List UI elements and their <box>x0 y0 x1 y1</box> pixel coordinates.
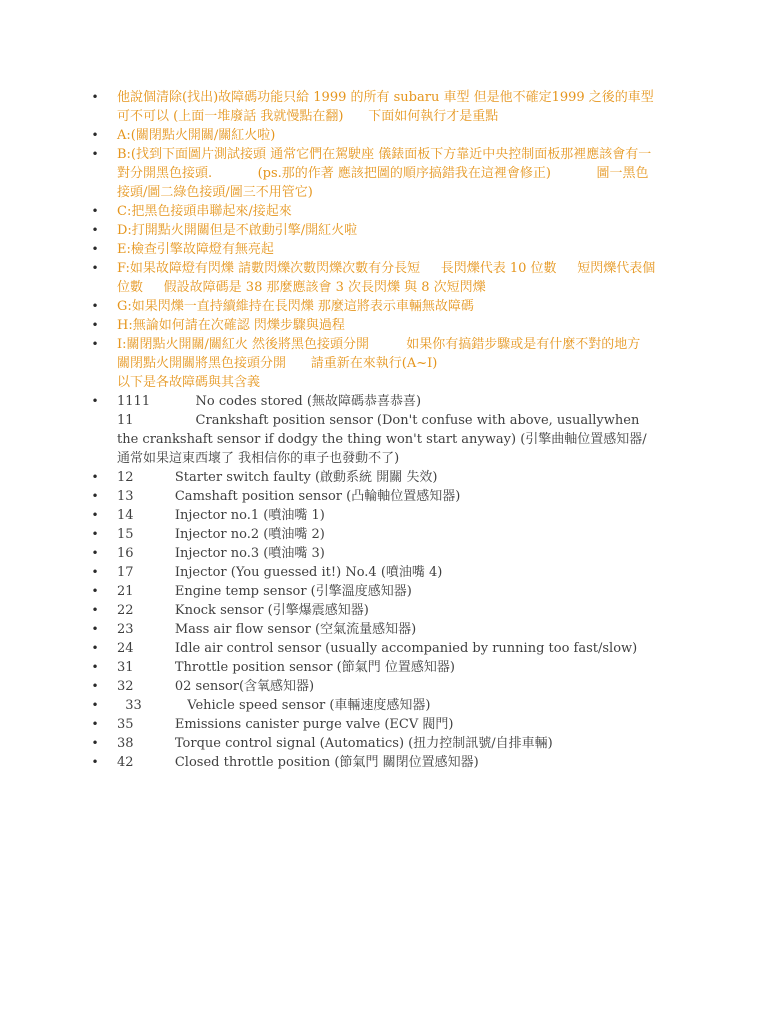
list-item <box>0 88 657 126</box>
list-item <box>0 468 657 487</box>
list-item-text: D:打開點火開關但是不啟動引擎/開紅火啦 <box>117 223 358 238</box>
list-item-text: H:無論如何請在次確認 閃爍步驟與過程 <box>117 318 345 333</box>
bullet-icon: • <box>91 584 99 598</box>
bullet-icon: • <box>91 394 99 408</box>
list-item-text: 23 Mass air flow sensor (空氣流量感知器) <box>117 622 417 637</box>
bullet-icon: • <box>91 660 99 674</box>
list-item <box>0 563 657 582</box>
list-item <box>0 240 657 259</box>
list-item <box>0 506 657 525</box>
list-item <box>0 620 657 639</box>
bullet-icon: • <box>91 318 99 332</box>
bullet-icon: • <box>91 679 99 693</box>
list-item-text: 31 Throttle position sensor (節氣門 位置感知器) <box>117 660 455 675</box>
bullet-icon: • <box>91 337 99 351</box>
bullet-icon: • <box>91 717 99 731</box>
list-item-text: G:如果閃爍一直持續維持在長閃爍 那麼這將表示車輛無故障碼 <box>117 299 474 314</box>
list-item <box>0 487 657 506</box>
document-list <box>0 88 768 772</box>
list-item-text: 22 Knock sensor (引擎爆震感知器) <box>117 603 369 618</box>
bullet-icon: • <box>91 755 99 769</box>
bullet-icon: • <box>91 508 99 522</box>
list-item-text: 35 Emissions canister purge valve (ECV 閥門) <box>117 717 454 732</box>
bullet-icon: • <box>91 299 99 313</box>
list-item-text: 以下是各故障碼與其含義 <box>117 375 261 390</box>
list-item <box>0 335 666 373</box>
list-item <box>0 259 657 297</box>
list-item <box>0 126 657 145</box>
bullet-icon: • <box>91 603 99 617</box>
list-item-text: 33 Vehicle speed sensor (車輛速度感知器) <box>117 698 431 713</box>
list-item-text: 42 Closed throttle position (節氣門 關閉位置感知器) <box>117 755 479 770</box>
list-item <box>0 392 657 468</box>
bullet-icon: • <box>91 223 99 237</box>
list-item <box>0 316 657 335</box>
list-item-text: 他說個清除(找出)故障碼功能只給 1999 的所有 subaru 車型 但是他不確定1999 之後的車型可不可以 (上面一堆廢話 我就慢點在翻) 下面如何執行才是重點 <box>117 90 654 124</box>
list-item-text: E:檢查引擎故障燈有無亮起 <box>117 242 274 257</box>
list-item <box>0 544 657 563</box>
list-item-text: 12 Starter switch faulty (啟動系統 開關 失效) <box>117 470 438 485</box>
list-item-plain <box>0 373 657 392</box>
list-item-text: 15 Injector no.2 (噴油嘴 2) <box>117 527 325 542</box>
list-item <box>0 297 657 316</box>
bullet-icon: • <box>91 147 99 161</box>
list-item <box>0 525 657 544</box>
list-item <box>0 202 657 221</box>
list-item <box>0 715 657 734</box>
list-item-text: 32 02 sensor(含氧感知器) <box>117 679 315 694</box>
bullet-icon: • <box>91 242 99 256</box>
list-item <box>0 639 657 658</box>
list-item <box>0 145 657 202</box>
list-item-text: 14 Injector no.1 (噴油嘴 1) <box>117 508 325 523</box>
list-item <box>0 582 657 601</box>
list-item-text: B:(找到下面圖片測試接頭 通常它們在駕駛座 儀錶面板下方靠近中央控制面板那裡應該會有一對分開黑色接頭. (ps.那的作著 應該把圖的順序搞錯我在這裡會修正) 圖一黑色接頭/圖二綠色接頭/圖三不用管它) <box>117 147 652 200</box>
list-item-text: 1111 No codes stored (無故障碼恭喜恭喜) 11 Crankshaft position sensor (Don't confuse with above, usuallywhen the crankshaft sensor if dodgy the thing won't start anyway) (引擎曲軸位置感知器/通常如果這東西壞了 我相信你的車子也發動不了) <box>117 394 647 466</box>
list-item-text: C:把黑色接頭串聯起來/接起來 <box>117 204 292 219</box>
list-item <box>0 658 657 677</box>
bullet-icon: • <box>91 565 99 579</box>
bullet-icon: • <box>91 546 99 560</box>
list-item <box>0 734 657 753</box>
bullet-icon: • <box>91 641 99 655</box>
list-item-text: 38 Torque control signal (Automatics) (扭力控制訊號/自排車輛) <box>117 736 553 751</box>
list-item-text: 16 Injector no.3 (噴油嘴 3) <box>117 546 325 561</box>
list-item <box>0 221 657 240</box>
list-item-text: F:如果故障燈有閃爍 請數閃爍次數閃爍次數有分長短 長閃爍代表 10 位數 短閃爍代表個位數 假設故障碼是 38 那麼應該會 3 次長閃爍 與 8 次短閃爍 <box>117 261 656 295</box>
bullet-icon: • <box>91 90 99 104</box>
list-item-text: 21 Engine temp sensor (引擎溫度感知器) <box>117 584 412 599</box>
bullet-icon: • <box>91 489 99 503</box>
list-item <box>0 753 657 772</box>
bullet-icon: • <box>91 736 99 750</box>
bullet-icon: • <box>91 261 99 275</box>
list-item <box>0 677 657 696</box>
bullet-icon: • <box>91 470 99 484</box>
list-item-text: 24 Idle air control sensor (usually accompanied by running too fast/slow) <box>117 641 638 656</box>
list-item-text: I:關閉點火開關/關紅火 然後將黑色接頭分開 如果你有搞錯步驟或是有什麼不對的地方 關閉點火開關將黑色接頭分開 請重新在來執行(A~I) <box>117 337 666 371</box>
list-item <box>0 601 657 620</box>
bullet-icon: • <box>91 622 99 636</box>
list-item-text: 13 Camshaft position sensor (凸輪軸位置感知器) <box>117 489 461 504</box>
list-item <box>0 696 657 715</box>
bullet-icon: • <box>91 527 99 541</box>
bullet-icon: • <box>91 698 99 712</box>
list-item-text: 17 Injector (You guessed it!) No.4 (噴油嘴 4) <box>117 565 443 580</box>
list-item-text: A:(關閉點火開關/關紅火啦) <box>117 128 276 143</box>
bullet-icon: • <box>91 204 99 218</box>
bullet-icon: • <box>91 128 99 142</box>
